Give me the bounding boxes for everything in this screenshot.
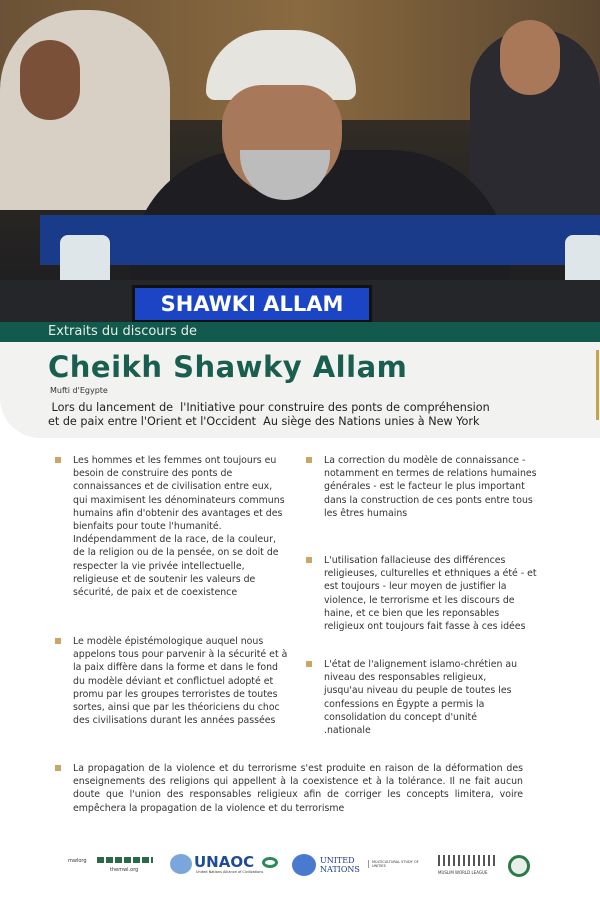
quote-text: L'utilisation fallacieuse des différences religieuses, culturelles et ethniques a été - et est toujours - leur moyen de justifier la violence, le terrorisme et les discours de haine, et ce bien que les reponsables religieux ont toujours fait fasse à ces idées	[324, 555, 537, 633]
quote-item	[324, 454, 539, 520]
social-icons	[97, 857, 153, 863]
band-label: Extraits du discours de	[48, 324, 198, 339]
nameplate: SHAWKI ALLAM	[132, 285, 372, 322]
speaker-photo	[0, 0, 600, 322]
un-emblem-icon	[170, 854, 192, 874]
eye-icon	[262, 857, 278, 868]
quote-item	[324, 554, 539, 633]
un-logo-icon	[292, 854, 316, 876]
speaker-role: Mufti d'Egypte	[50, 386, 108, 395]
bullet-icon	[306, 661, 312, 667]
bullet-icon	[55, 638, 61, 644]
bullet-icon	[306, 557, 312, 563]
quote-text: L'état de l'alignement islamo-chrétien au niveau des responsables religieux, jusqu'au niveau du peuple de toutes les confessions en Égypte a permis la consolidation du concept d'unité .nationale	[324, 659, 518, 737]
arabic-calligraphy	[438, 855, 498, 866]
bullet-icon	[55, 765, 61, 771]
un-text: NATIONS	[320, 865, 360, 874]
bullet-icon	[306, 457, 312, 463]
quote-text: La propagation de la violence et du terrorisme s'est produite en raison de la déformation des enseignements des religions qui appellent à la coexistence et à la tolérance. Il ne fait aucun doute que l'union des responsables religieux afin de corriger les concepts limitera, voire empêchera la propagation de la violence et du terrorisme	[73, 763, 523, 814]
social-handle: mwlorg	[68, 858, 87, 864]
quote-text: Indépendamment de la race, de la couleur, de la religion ou de la pensée, on se doit de respecter la vie privée intellectuelle, religieuse et de soutenir les valeurs de sécurité, de paix et de coexistence	[73, 534, 279, 599]
quote-item	[73, 454, 288, 599]
mwl-name: MUSLIM WORLD LEAGUE	[438, 870, 488, 875]
unaoc-logo: UNAOC	[194, 853, 255, 871]
unaoc-subtitle: United Nations Alliance of Civilizations	[196, 870, 264, 874]
website-link[interactable]: themwl.org	[110, 867, 139, 873]
event-description	[48, 401, 568, 429]
bullet-icon	[55, 457, 61, 463]
un-text: UNITED	[320, 856, 355, 865]
mwl-emblem-icon	[508, 855, 530, 877]
description-line: Lors du lancement de l'Initiative pour construire des ponts de compréhension	[48, 401, 490, 414]
quote-text: La correction du modèle de connaissance - notamment en termes de relations humaines générales - est le facteur le plus important dans la construction de ces ponts entre tous les êtres humains	[324, 455, 537, 519]
description-line: et de paix entre l'Orient et l'Occident Au siège des Nations unies à New York	[48, 415, 480, 428]
speaker-name: Cheikh Shawky Allam	[48, 350, 408, 384]
quote-text: Le modèle épistémologique auquel nous appelons tous pour parvenir à la sécurité et à la paix diffère dans la forme et dans le fond du modèle déviant et conflictuel adopté et promu par les groupes terroristes de toutes sortes, ainsi que par les théoriciens du choc des civilisations durant les années passées	[73, 636, 288, 727]
header-band	[0, 322, 600, 342]
quote-text: Les hommes et les femmes ont toujours eu besoin de construire des ponts de connaissances et de civilisation entre eux, qui maximisent les dénominateurs communs humains afin d'obtenir des avantages et des bienfaits pour toute l'humanité.	[73, 455, 285, 533]
gold-divider	[596, 350, 599, 420]
quote-item	[324, 658, 524, 737]
quote-item	[73, 762, 523, 815]
partner-logos	[0, 852, 600, 882]
quote-item	[73, 635, 288, 727]
study-text: MULTICULTURAL STUDY OF UNITIES	[368, 860, 428, 868]
